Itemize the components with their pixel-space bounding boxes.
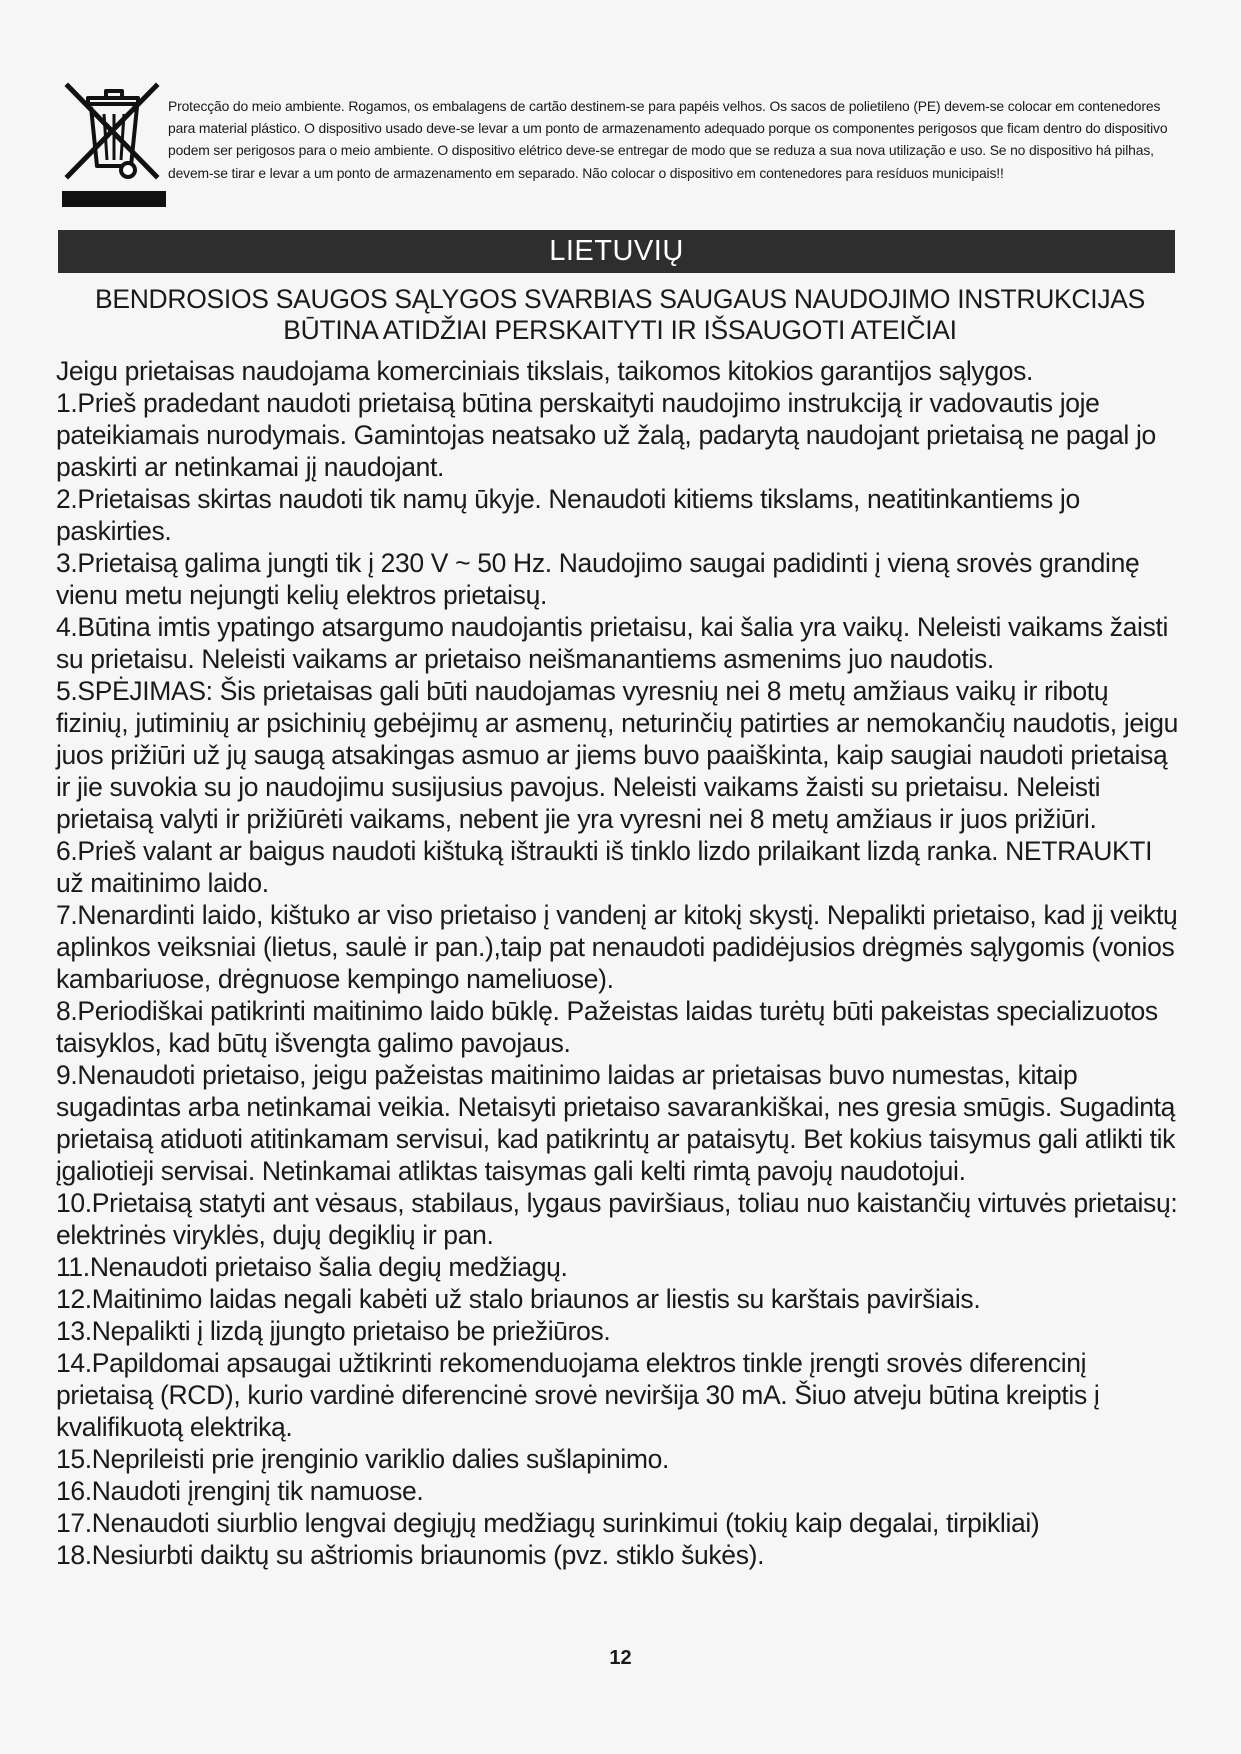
paragraph-5: 5.SPĖJIMAS: Šis prietaisas gali būti naudojamas vyresnių nei 8 metų amžiaus vaikų ir ribotų fizinių, jutiminių ar psichinių gebėjimų ar asmenų, neturinčių patirties ar nemokančių naudotis, jeigu juos prižiūri už jų saugą atsakingas asmuo ar jiems buvo paaiškinta, kaip saugiai naudoti prietaisą ir jie suvokia su jo naudojimu susijusius pavojus. Neleisti vaikams žaisti su prietaisu. Neleisti prietaisą valyti ir prižiūrėti vaikams, nebent jie yra vyresni nei 8 metų amžiaus ir juos prižiūri. <box>56 676 1179 834</box>
paragraph-17: 17.Nenaudoti siurblio lengvai degiųjų medžiagų surinkimui (tokių kaip degalai, tirpikliai) <box>56 1508 1040 1538</box>
paragraph-13: 13.Nepalikti į lizdą įjungto prietaiso be priežiūros. <box>56 1316 611 1346</box>
paragraph-18: 18.Nesiurbti daiktų su aštriomis briaunomis (pvz. stiklo šukės). <box>56 1540 765 1570</box>
paragraph-intro: Jeigu prietaisas naudojama komerciniais tikslais, taikomos kitokios garantijos sąlygos. <box>56 356 1034 386</box>
paragraph-1: 1.Prieš pradedant naudoti prietaisą būtina perskaityti naudojimo instrukciją ir vadovautis joje pateikiamais nurodymais. Gamintojas neatsako už žalą, padarytą naudojant prietaisą ne pagal jo paskirti ar netinkamai jį naudojant. <box>56 388 1156 482</box>
paragraph-16: 16.Naudoti įrenginį tik namuose. <box>56 1476 424 1506</box>
paragraph-15: 15.Neprileisti prie įrenginio variklio dalies sušlapinimo. <box>56 1444 670 1474</box>
heading-line-2: BŪTINA ATIDŽIAI PERSKAITYTI IR IŠSAUGOTI ATEIČIAI <box>283 315 957 345</box>
crossed-out-wheelie-bin-icon <box>60 78 168 190</box>
paragraph-8: 8.Periodiškai patikrinti maitinimo laido būklę. Pažeistas laidas turėtų būti pakeistas specializuotos taisyklos, kad būtų išvengta galimo pavojaus. <box>56 996 1158 1058</box>
document-heading <box>40 284 1200 346</box>
separator-bar <box>62 191 166 207</box>
paragraph-7: 7.Nenardinti laido, kištuko ar viso prietaiso į vandenį ar kitokį skystį. Nepalikti prietaiso, kad jį veiktų aplinkos veiksniai (lietus, saulė ir pan.),taip pat nenaudoti padidėjusios drėgmės sąlygomis (vonios kambariuose, drėgnuose kempingo nameliuose). <box>56 900 1178 994</box>
environment-notice <box>60 78 1180 213</box>
paragraph-10: 10.Prietaisą statyti ant vėsaus, stabilaus, lygaus paviršiaus, toliau nuo kaistančių virtuvės prietaisų: elektrinės viryklės, dujų degiklių ir pan. <box>56 1188 1178 1250</box>
environment-text: Protecção do meio ambiente. Rogamos, os embalagens de cartão destinem-se para papéis velhos. Os sacos de polietileno (PE) devem-se colocar em contenedores para material plástico. O dispositivo usado deve-se levar a um ponto de armazenamento adequado porque os componentes perigosos que ficam dentro do dispositivo podem ser perigosos para o meio ambiente. O dispositivo elétrico deve-se entregar de modo que se reduza a sua nova utilização e uso. Se no dispositivo há pilhas, devem-se tirar e levar a um ponto de armazenamento em separado. Não colocar o dispositivo em contenedores para resíduos municipais!! <box>168 98 1168 181</box>
paragraph-9: 9.Nenaudoti prietaiso, jeigu pažeistas maitinimo laidas ar prietaisas buvo numestas, kitaip sugadintas arba netinkamai veikia. Netaisyti prietaiso savarankiškai, nes gresia smūgis. Sugadintą prietaisą atiduoti atitinkamam servisui, kad patikrintų ar pataisytų. Bet kokius taisymus gali atlikti tik įgaliotieji servisai. Netinkamai atliktas taisymas gali kelti rimtą pavojų naudotojui. <box>56 1060 1176 1186</box>
paragraph-12: 12.Maitinimo laidas negali kabėti už stalo briaunos ar liestis su karštais paviršiais. <box>56 1284 981 1314</box>
instructions-body <box>56 355 1186 1571</box>
page-number: 12 <box>609 1647 632 1669</box>
paragraph-6: 6.Prieš valant ar baigus naudoti kištuką ištraukti iš tinklo lizdo prilaikant lizdą ranka. NETRAUKTI už maitinimo laido. <box>56 836 1153 898</box>
paragraph-11: 11.Nenaudoti prietaiso šalia degių medžiagų. <box>56 1252 568 1282</box>
section-title-bar <box>58 230 1175 273</box>
paragraph-2: 2.Prietaisas skirtas naudoti tik namų ūkyje. Nenaudoti kitiems tikslams, neatitinkantiems jo paskirties. <box>56 484 1080 546</box>
section-title: LIETUVIŲ <box>549 235 684 267</box>
paragraph-3: 3.Prietaisą galima jungti tik į 230 V ~ 50 Hz. Naudojimo saugai padidinti į vieną srovės grandinę vienu metu nejungti kelių elektros prietaisų. <box>56 548 1140 610</box>
heading-line-1: BENDROSIOS SAUGOS SĄLYGOS SVARBIAS SAUGAUS NAUDOJIMO INSTRUKCIJAS <box>94 284 1146 314</box>
paragraph-4: 4.Būtina imtis ypatingo atsargumo naudojantis prietaisu, kai šalia yra vaikų. Neleisti vaikams žaisti su prietaisu. Neleisti vaikams ar prietaiso neišmanantiems asmenims juo naudotis. <box>56 612 1169 674</box>
paragraph-14: 14.Papildomai apsaugai užtikrinti rekomenduojama elektros tinkle įrengti srovės diferencinį prietaisą (RCD), kurio vardinė diferencinė srovė neviršija 30 mA. Šiuo atveju būtina kreiptis į kvalifikuotą elektriką. <box>56 1348 1100 1442</box>
